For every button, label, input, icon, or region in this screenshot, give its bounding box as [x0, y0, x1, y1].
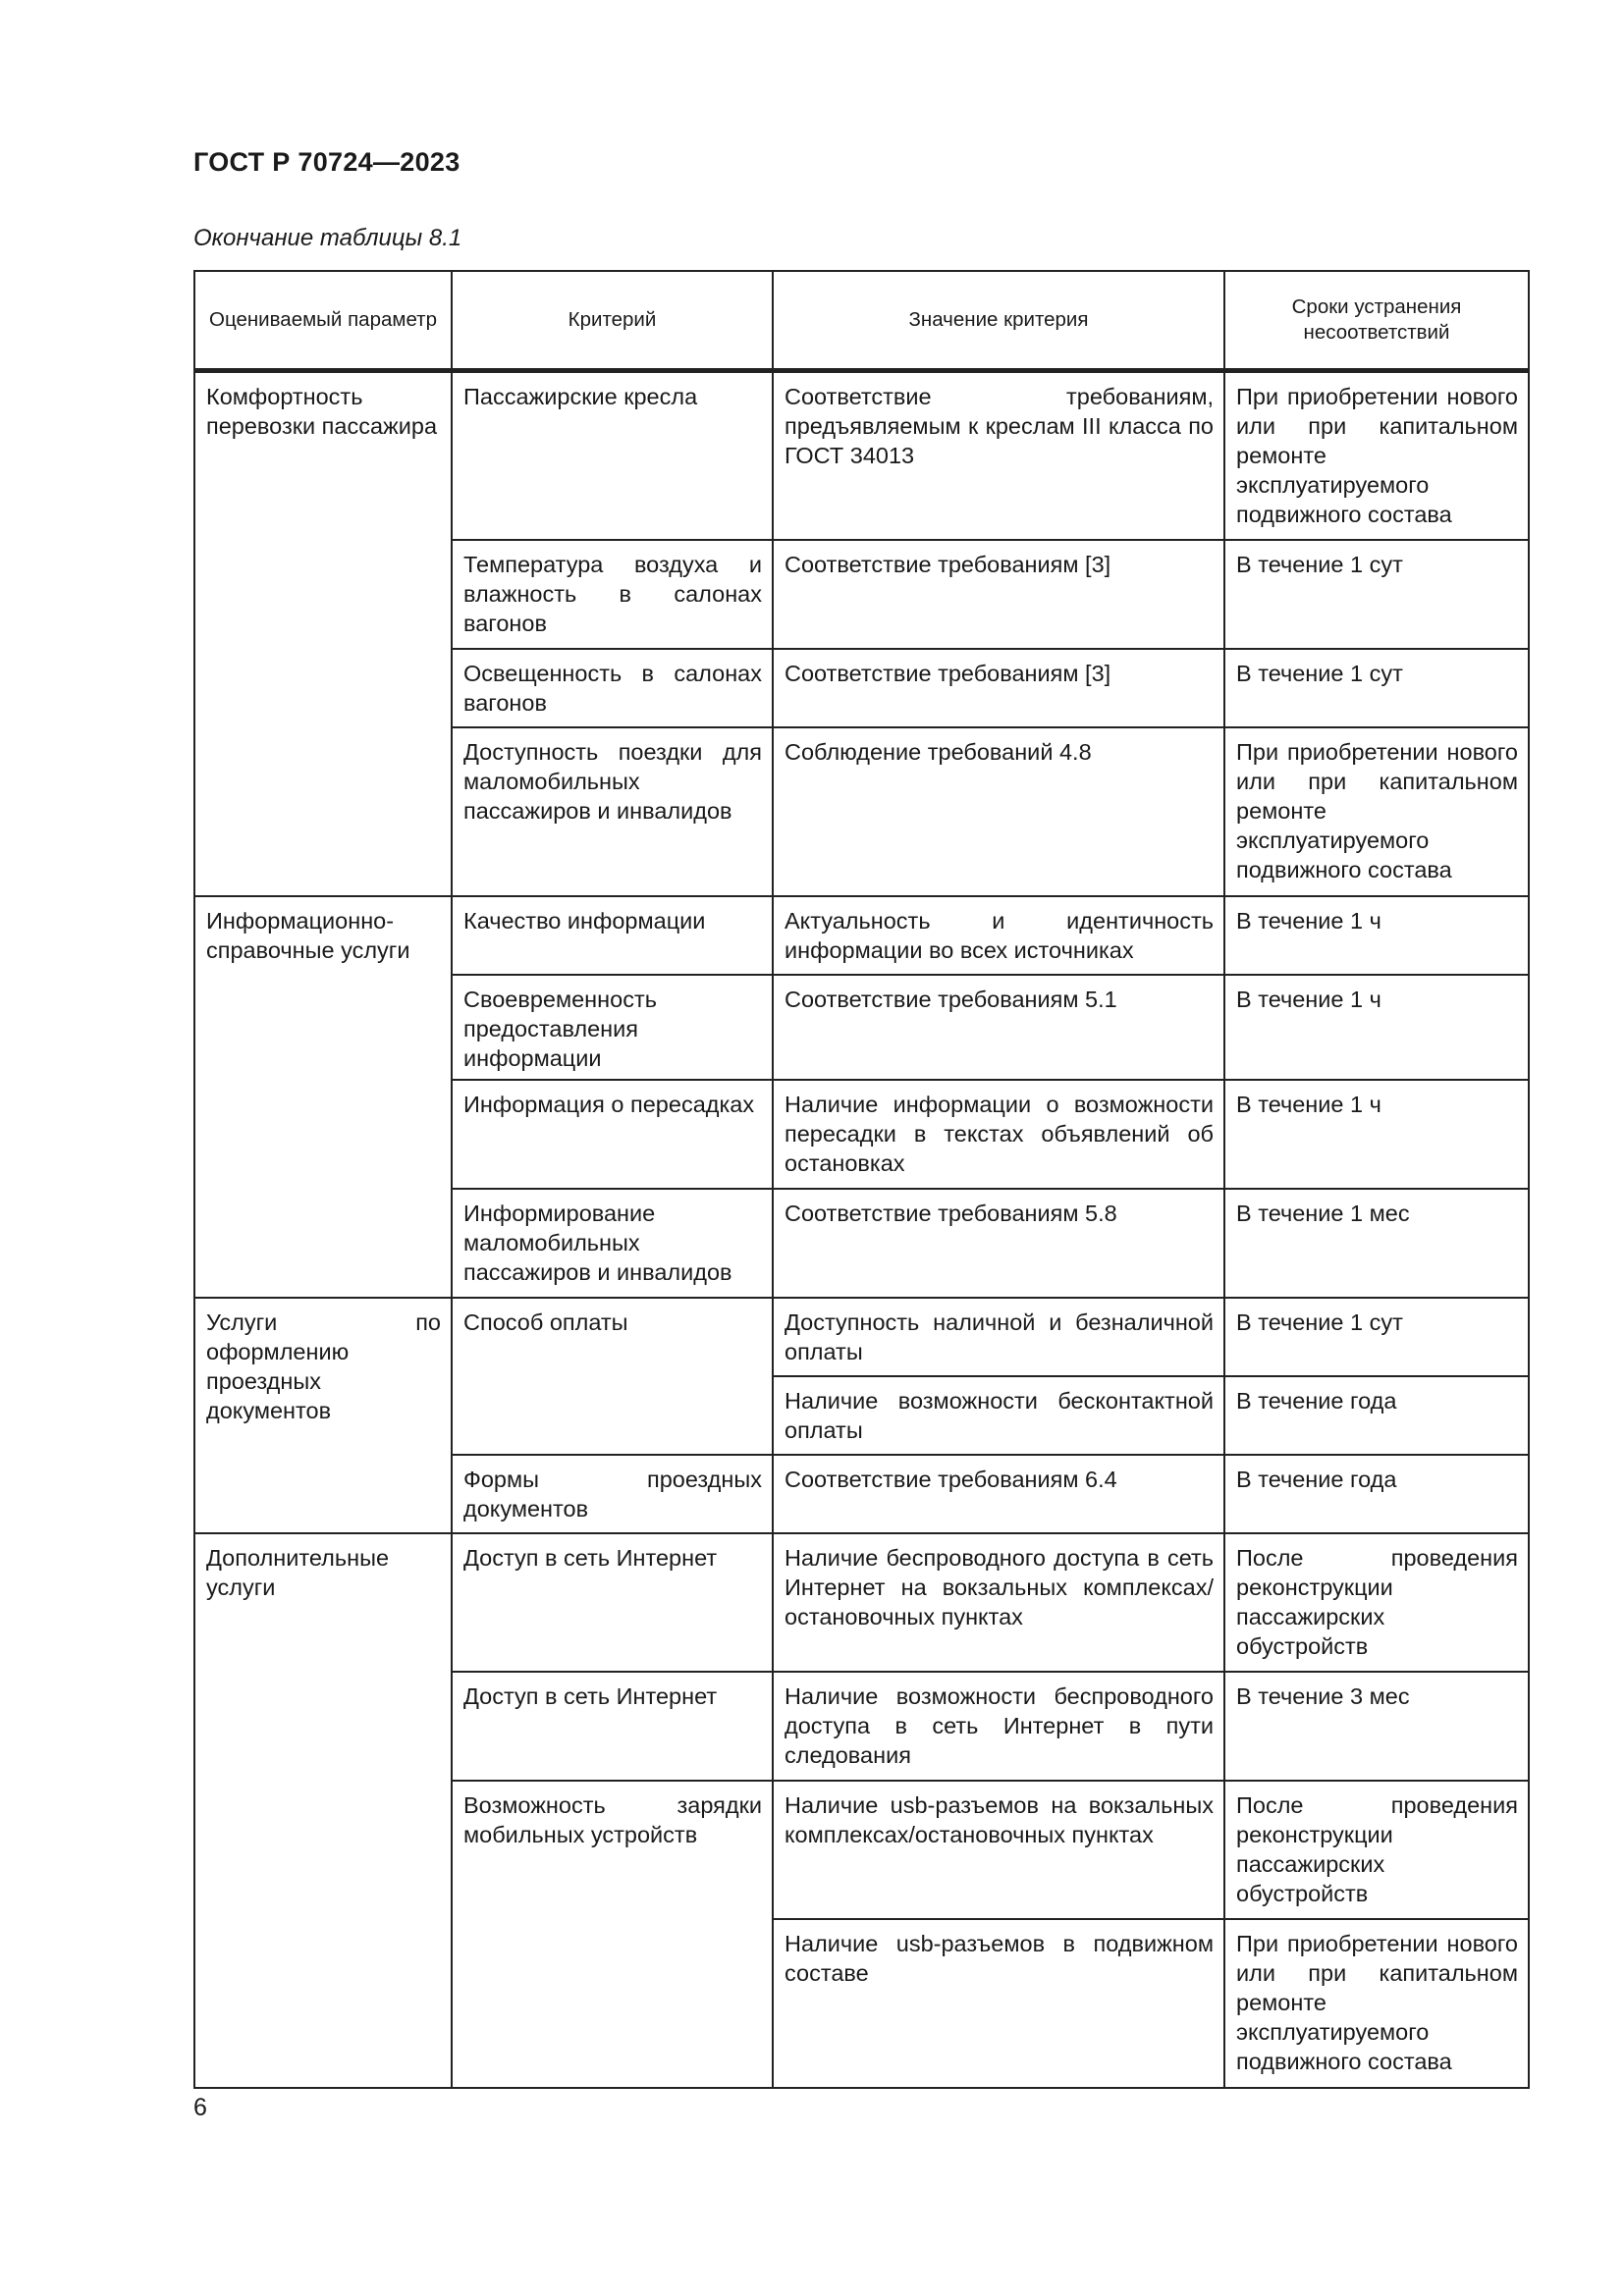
criteria-table	[193, 270, 1530, 2089]
parameter-cell: Информационно-справочные услуги	[194, 896, 452, 1298]
column-header-parameter: Оцениваемый параметр	[194, 271, 452, 371]
value-cell: Наличие информации о возможности пересадки в текстах объявлений об остановках	[773, 1080, 1224, 1189]
criterion-cell: Пассажирские кресла	[452, 371, 773, 540]
value-cell: Актуальность и идентичность информации во всех источниках	[773, 896, 1224, 975]
criterion-cell: Информация о пересадках	[452, 1080, 773, 1189]
term-cell: В течение 1 сут	[1224, 649, 1529, 727]
page-number: 6	[193, 2094, 207, 2121]
table-caption: Окончание таблицы 8.1	[193, 225, 462, 251]
value-cell: Соблюдение требований 4.8	[773, 727, 1224, 896]
criterion-cell: Качество информации	[452, 896, 773, 975]
criterion-cell: Доступ в сеть Интернет	[452, 1533, 773, 1672]
document-code: ГОСТ Р 70724—2023	[193, 147, 460, 177]
value-cell: Наличие usb-разъемов на вокзальных комплексах/остановочных пунктах	[773, 1781, 1224, 1919]
term-cell: В течение 1 ч	[1224, 1080, 1529, 1189]
term-cell: В течение года	[1224, 1376, 1529, 1455]
value-cell: Соответствие требованиям [3]	[773, 540, 1224, 649]
term-cell: При приобретении нового или при капитальном ремонте эксплуатируемого подвижного состава	[1224, 1919, 1529, 2088]
term-cell: В течение 3 мес	[1224, 1672, 1529, 1781]
value-cell: Наличие usb-разъемов в подвижном составе	[773, 1919, 1224, 2088]
criterion-cell: Температура воздуха и влажность в салонах вагонов	[452, 540, 773, 649]
table-row	[194, 371, 1529, 540]
value-cell: Соответствие требованиям 5.8	[773, 1189, 1224, 1298]
term-cell: В течение 1 ч	[1224, 975, 1529, 1080]
parameter-cell: Комфортность перевозки пассажира	[194, 371, 452, 896]
term-cell: После проведения реконструкции пассажирских обустройств	[1224, 1781, 1529, 1919]
value-cell: Наличие беспроводного доступа в сеть Интернет на вокзальных комплексах/остановочных пунктах	[773, 1533, 1224, 1672]
criterion-cell: Формы проездных документов	[452, 1455, 773, 1533]
term-cell: В течение 1 ч	[1224, 896, 1529, 975]
parameter-cell: Дополнительные услуги	[194, 1533, 452, 2088]
term-cell: После проведения реконструкции пассажирских обустройств	[1224, 1533, 1529, 1672]
value-cell: Соответствие требованиям, предъявляемым к креслам III класса по ГОСТ 34013	[773, 371, 1224, 540]
column-header-criterion: Критерий	[452, 271, 773, 371]
table-row	[194, 896, 1529, 975]
criterion-cell: Доступность поездки для маломобильных пассажиров и инвалидов	[452, 727, 773, 896]
term-cell: В течение 1 сут	[1224, 1298, 1529, 1376]
value-cell: Доступность наличной и безналичной оплаты	[773, 1298, 1224, 1376]
value-cell: Соответствие требованиям 6.4	[773, 1455, 1224, 1533]
table-header-row	[194, 271, 1529, 371]
value-cell: Наличие возможности беспроводного доступа в сеть Интернет в пути следования	[773, 1672, 1224, 1781]
criterion-cell: Возможность зарядки мобильных устройств	[452, 1781, 773, 2088]
criterion-cell: Доступ в сеть Интернет	[452, 1672, 773, 1781]
criterion-cell: Своевременность предоставления информации	[452, 975, 773, 1080]
term-cell: В течение года	[1224, 1455, 1529, 1533]
criterion-cell: Информирование маломобильных пассажиров и инвалидов	[452, 1189, 773, 1298]
term-cell: В течение 1 сут	[1224, 540, 1529, 649]
value-cell: Соответствие требованиям [3]	[773, 649, 1224, 727]
parameter-cell: Услуги по оформлению проездных документов	[194, 1298, 452, 1533]
term-cell: При приобретении нового или при капитальном ремонте эксплуатируемого подвижного состава	[1224, 727, 1529, 896]
value-cell: Наличие возможности бесконтактной оплаты	[773, 1376, 1224, 1455]
term-cell: В течение 1 мес	[1224, 1189, 1529, 1298]
column-header-term: Сроки устранения несоответствий	[1224, 271, 1529, 371]
table-row	[194, 1533, 1529, 1672]
criterion-cell: Освещенность в салонах вагонов	[452, 649, 773, 727]
term-cell: При приобретении нового или при капитальном ремонте эксплуатируемого подвижного состава	[1224, 371, 1529, 540]
table-row	[194, 1298, 1529, 1376]
value-cell: Соответствие требованиям 5.1	[773, 975, 1224, 1080]
criterion-cell: Способ оплаты	[452, 1298, 773, 1455]
column-header-value: Значение критерия	[773, 271, 1224, 371]
